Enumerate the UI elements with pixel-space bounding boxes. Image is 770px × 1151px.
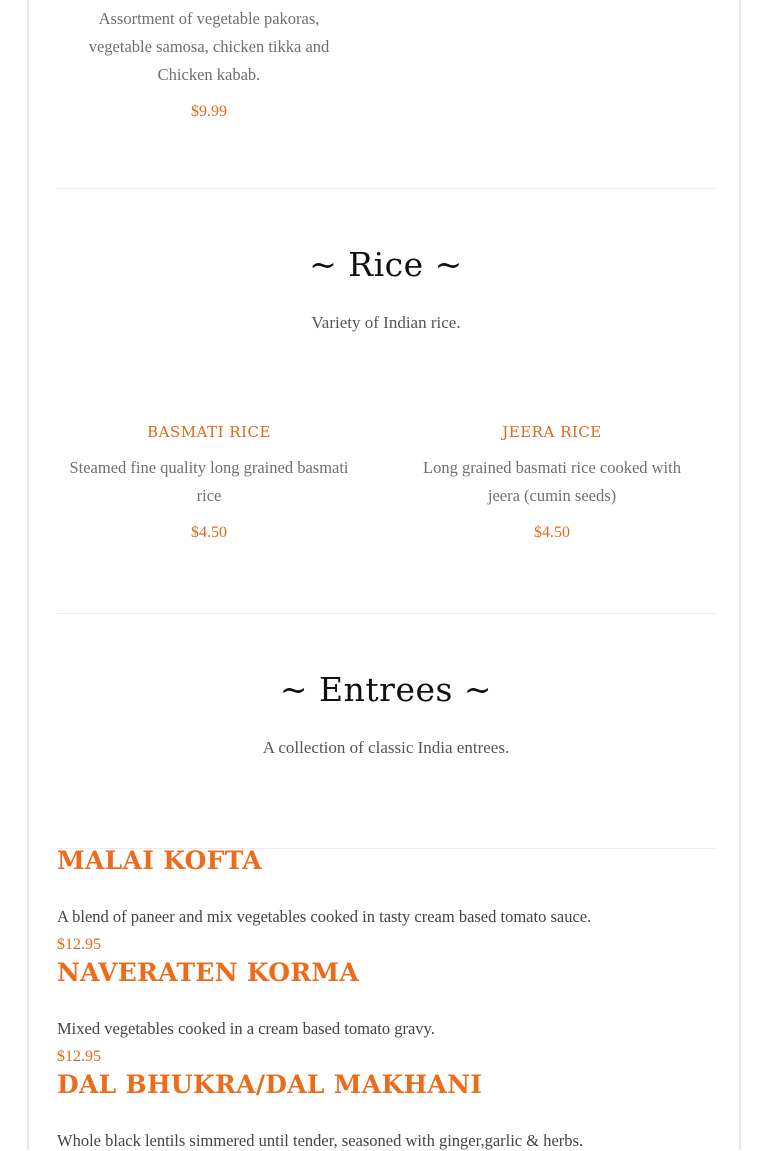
entree-description: A blend of paneer and mix vegetables cooked in tasty cream based tomato sauce. (57, 907, 592, 926)
menu-item-basmati-rice (57, 423, 361, 542)
entree-price: $12.95 (57, 936, 101, 953)
item-title: BASMATI RICE (147, 423, 271, 441)
menu-item-appetizer-platter (57, 5, 361, 121)
item-price: $9.99 (191, 103, 227, 120)
section-title-entrees: ~ Entrees ~ (279, 670, 493, 709)
section-title-rice: ~ Rice ~ (309, 245, 463, 284)
item-price: $4.50 (191, 524, 227, 541)
entree-description: Mixed vegetables cooked in a cream based tomato gravy. (57, 1019, 435, 1038)
item-description: Steamed fine quality long grained basmati rice (69, 458, 349, 505)
section-divider (57, 188, 715, 189)
item-price: $4.50 (534, 524, 570, 541)
item-description: Long grained basmati rice cooked with jeera (cumin seeds) (423, 458, 681, 505)
item-title: JEERA RICE (502, 423, 602, 441)
entree-description: Whole black lentils simmered until tender, seasoned with ginger,garlic & herbs. (57, 1131, 584, 1150)
section-subtitle-rice: Variety of Indian rice. (311, 313, 461, 332)
section-divider (57, 613, 715, 614)
section-subtitle-entrees: A collection of classic India entrees. (262, 738, 510, 757)
menu-item-jeera-rice (411, 423, 693, 542)
item-description: Assortment of vegetable pakoras, vegetable samosa, chicken tikka and Chicken kabab. (88, 9, 330, 84)
menu-page (27, 0, 741, 1150)
entree-title-malai-kofta: MALAI KOFTA (57, 846, 262, 875)
entree-title-naveraten-korma: NAVERATEN KORMA (57, 958, 360, 987)
entree-price: $12.95 (57, 1048, 101, 1065)
entree-title-dal-bhukra: DAL BHUKRA/DAL MAKHANI (57, 1070, 483, 1099)
